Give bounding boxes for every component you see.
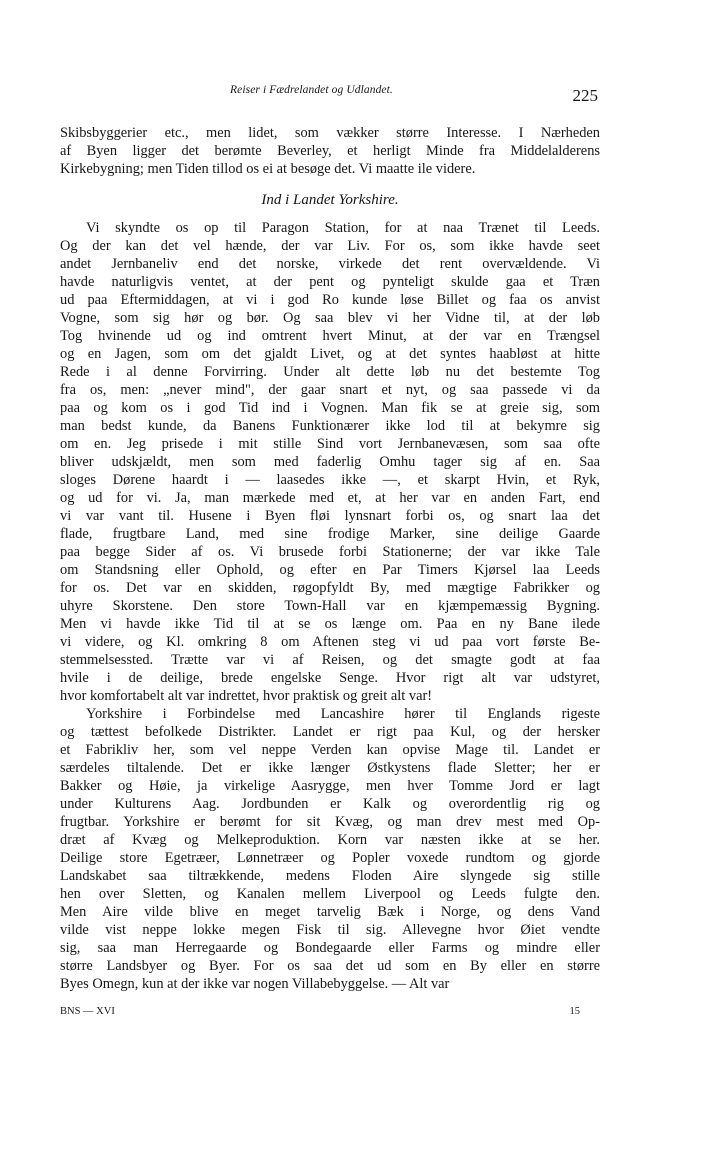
text-line: paa og kom os i god Tid ind i Vognen. Man fik se at greie sig, som [60,400,600,416]
text-line: dræt af Kvæg og Melkeproduktion. Korn var næsten ikke at se her. [60,832,600,848]
signature-mark: BNS — XVI [60,1006,115,1017]
text-line: Bakker og Høie, ja virkelige Aasrygge, men hver Tomme Jord er lagt [60,778,600,794]
text-line: vilde vist neppe lokke megen Fisk til sig. Allevegne hvor Øiet vendte [60,922,600,938]
text-line: uhyre Skorstene. Den store Town-Hall var en kjæmpemæssig Bygning. [60,598,600,614]
intro-paragraph [60,124,600,178]
text-line: havde naturligvis ventet, at der pent og pynteligt skulde gaa et Træn [60,274,600,290]
running-head: Reiser i Fædrelandet og Udlandet. [230,84,393,96]
text-line: større Landsbyer og Byer. For os saa det ud som en By eller en større [60,958,600,974]
text-line: vi var vant til. Husene i Byen fløi lynsnart forbi os, og snart laa det [60,508,600,524]
text-line: paa begge Sider af os. Vi brusede forbi Stationerne; der var ikke Tale [60,544,600,560]
text-line: stemmelsessted. Trætte var vi af Reisen, og det smagte godt at faa [60,652,600,668]
text-line: under Kulturens Aag. Jordbunden er Kalk og overordentlig rig og [60,796,600,812]
text-line: af Byen ligger det berømte Beverley, et herligt Minde fra Middelalderens [60,143,600,159]
text-line: Landskabet saa tiltrækkende, medens Floden Aire slyngede sig stille [60,868,600,884]
text-line: flade, frugtbare Land, med sine frodige Marker, sine deilige Gaarde [60,526,600,542]
text-line: vi videre, og Kl. omkring 8 om Aftenen steg vi ud paa vort første Be- [60,634,600,650]
text-line: sloges Dørene haardt i — laasedes ikke —, et skarpt Hvin, et Ryk, [60,472,600,488]
text-line: Vi skyndte os op til Paragon Station, for at naa Trænet til Leeds. [86,220,600,236]
text-line: hvile i de deilige, brede engelske Senge. Hvor rigt alt var udstyret, [60,670,600,686]
text-line: bliver udskjældt, men som med faderlig Omhu tager sig af en. Saa [60,454,600,470]
text-line: et Fabrikliv her, som vel neppe Verden kan opvise Mage til. Landet er [60,742,600,758]
text-line: andet Jernbaneliv end det norske, virkede det rent overvældende. Vi [60,256,600,272]
paragraph-2 [60,705,600,993]
text-line: Kirkebygning; men Tiden tillod os ei at besøge det. Vi maatte ile videre. [60,161,476,177]
text-line: ud paa Eftermiddagen, at vi i god Ro kunde løse Billet og faa os anvist [60,292,600,308]
text-line: hvor komfortabelt alt var indrettet, hvor praktisk og greit alt var! [60,688,433,704]
text-line: for os. Det var en skidden, røgopfyldt By, med mægtige Fabrikker og [60,580,600,596]
text-line: og ud for vi. Ja, man mærkede med et, at her var en anden Fart, end [60,490,600,506]
text-line: Og der kan det vel hænde, der var Liv. For os, som ikke havde seet [60,238,600,254]
page-number: 225 [572,86,598,105]
paragraph-1 [60,219,600,705]
text-line: og en Jagen, som om det gjaldt Livet, og at det syntes haabløst at hitte [60,346,600,362]
text-line: hen over Sletten, og Kanalen mellem Liverpool og Leeds fulgte den. [60,886,600,902]
text-line: og tættest befolkede Distrikter. Landet er rigt paa Kul, og der hersker [60,724,600,740]
text-line: Deilige store Egetræer, Lønnetræer og Popler voxede rundtom og gjorde [60,850,600,866]
text-line: Yorkshire i Forbindelse med Lancashire hører til Englands rigeste [86,706,600,722]
sheet-number: 15 [569,1006,580,1017]
text-line: Tog hvinende ud og ind omtrent hvert Minut, at der var en Trængsel [60,328,600,344]
text-line: Men Aire vilde blive en meget tarvelig Bæk i Norge, og dens Vand [60,904,600,920]
text-line: Vogne, som sig hør og bør. Og saa blev vi her Vidne til, at der løb [60,310,600,326]
text-line: Skibsbyggerier etc., men lidet, som vækker større Interesse. I Nærheden [60,125,600,141]
section-heading: Ind i Landet Yorkshire. [261,192,399,208]
page-header [60,80,600,108]
text-line: Men vi havde ikke Tid til at se os længe om. Paa en ny Bane ilede [60,616,600,632]
text-line: fra os, men: „never mind", der gaar snart et nyt, og saa passede vi da [60,382,600,398]
text-line: Byes Omegn, kun at der ikke var nogen Villabebyggelse. — Alt var [60,976,450,992]
text-line: særdeles tiltalende. Det er ikke længer Østkystens flade Sletter; her er [60,760,600,776]
text-line: sig, saa man Herregaarde og Bondegaarde eller Farms og mindre eller [60,940,600,956]
text-line: om en. Jeg prisede i mit stille Sind vort Jernbanevæsen, som saa ofte [60,436,600,452]
text-line: man bedst kunde, da Banens Funktionærer ikke lod til at bekymre sig [60,418,600,434]
page-footer [60,1006,580,1024]
text-line: om Standsning eller Ophold, og efter en Par Timers Kjørsel laa Leeds [60,562,600,578]
text-line: frugtbar. Yorkshire er berømt for sit Kvæg, og man drev mest med Op- [60,814,600,830]
page-body [60,124,600,993]
text-line: Rede i al denne Forvirring. Under alt dette løb nu det bestemte Tog [60,364,600,380]
